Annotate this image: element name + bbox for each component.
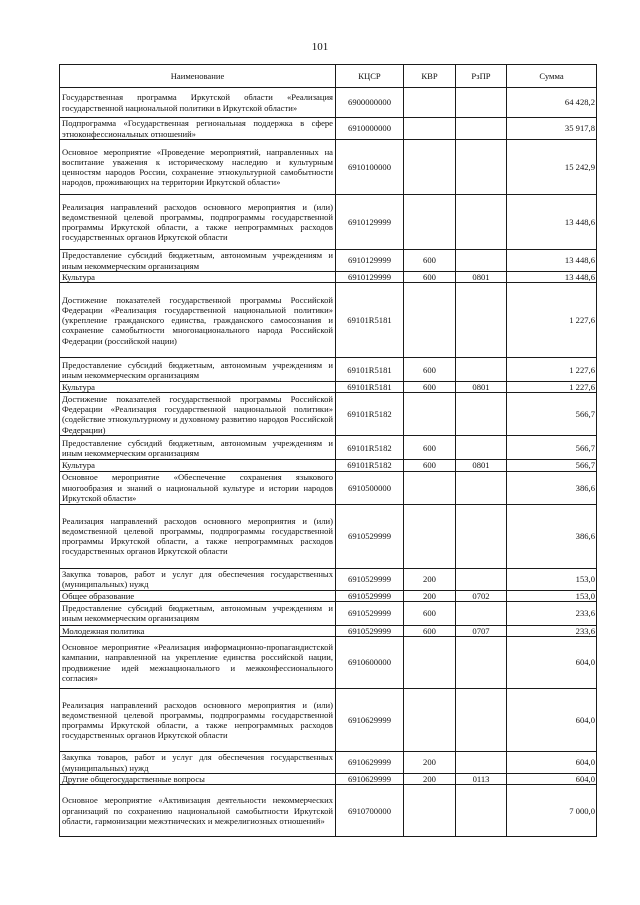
- row-kcsr: 69101R5182: [336, 436, 404, 460]
- row-kvr: [404, 283, 456, 358]
- row-sum: 1 227,6: [507, 283, 597, 358]
- table-row: [60, 88, 597, 118]
- header-kcsr: КЦСР: [336, 65, 404, 88]
- row-kvr: 600: [404, 460, 456, 471]
- row-name: Предоставление субсидий бюджетным, автономным учреждениям и иным некоммерческим организациям: [60, 358, 336, 382]
- table-row: [60, 140, 597, 195]
- row-kcsr: 6900000000: [336, 88, 404, 118]
- header-sum: Сумма: [507, 65, 597, 88]
- row-kvr: [404, 195, 456, 250]
- row-rzpr: [456, 195, 507, 250]
- row-rzpr: [456, 250, 507, 272]
- row-kvr: 200: [404, 590, 456, 601]
- row-sum: 1 227,6: [507, 358, 597, 382]
- row-kvr: [404, 88, 456, 118]
- row-rzpr: [456, 785, 507, 837]
- row-kcsr: 6910629999: [336, 689, 404, 752]
- row-name: Достижение показателей государственной программы Российской Федерации «Реализация государственной национальной политики» (укрепление гражданского единства, гражданского самосознания и сохранение самобытности многонациональн​ого народа Российской Федерации (российской нации): [60, 283, 336, 358]
- row-rzpr: [456, 436, 507, 460]
- table-row: [60, 436, 597, 460]
- page-number: 101: [311, 41, 329, 53]
- row-kvr: 600: [404, 358, 456, 382]
- row-name: Закупка товаров, работ и услуг для обеспечения государственных (муниципальных) нужд: [60, 568, 336, 590]
- row-rzpr: 0801: [456, 272, 507, 283]
- row-sum: 13 448,6: [507, 272, 597, 283]
- table-row: [60, 382, 597, 393]
- table-row: [60, 118, 597, 140]
- row-rzpr: [456, 140, 507, 195]
- row-kvr: [404, 504, 456, 568]
- row-kcsr: 6910529999: [336, 568, 404, 590]
- row-name: Основное мероприятие «Обеспечение сохранения языкового многообразия и знаний о национальной культуре и истории народов Иркутской области»: [60, 471, 336, 504]
- row-kcsr: 69101R5181: [336, 358, 404, 382]
- row-name: Государственная программа Иркутской области «Реализация государственной национальной политики в Иркутской области»: [60, 88, 336, 118]
- row-sum: 566,7: [507, 436, 597, 460]
- row-kvr: 600: [404, 272, 456, 283]
- row-rzpr: [456, 637, 507, 689]
- row-kvr: 200: [404, 568, 456, 590]
- row-sum: 13 448,6: [507, 195, 597, 250]
- row-sum: 13 448,6: [507, 250, 597, 272]
- row-name: Основное мероприятие «Активизация деятельности некоммерческих организаций по сохранению национальной самобытности Иркутской области, гармонизации межэтнических и межрелигиозных отношений»: [60, 785, 336, 837]
- row-kcsr: 6910129999: [336, 272, 404, 283]
- row-name: Другие общегосударственные вопросы: [60, 774, 336, 785]
- row-kvr: [404, 393, 456, 436]
- row-kcsr: 6910529999: [336, 504, 404, 568]
- row-rzpr: 0113: [456, 774, 507, 785]
- row-name: Культура: [60, 382, 336, 393]
- row-kvr: 600: [404, 601, 456, 625]
- row-rzpr: [456, 568, 507, 590]
- row-kcsr: 6910629999: [336, 774, 404, 785]
- row-name: Культура: [60, 460, 336, 471]
- row-rzpr: 0801: [456, 382, 507, 393]
- row-sum: 604,0: [507, 774, 597, 785]
- row-sum: 566,7: [507, 460, 597, 471]
- table-row: [60, 637, 597, 689]
- row-name: Реализация направлений расходов основного мероприятия и (или) ведомственной целевой программы, подпрограммы государственной программы Иркутской области, а также непрограммных расходов государственных органов Иркутской области: [60, 504, 336, 568]
- row-rzpr: [456, 504, 507, 568]
- table-row: [60, 590, 597, 601]
- row-kcsr: 6910600000: [336, 637, 404, 689]
- row-sum: 566,7: [507, 393, 597, 436]
- row-kcsr: 69101R5181: [336, 382, 404, 393]
- table-row: [60, 195, 597, 250]
- row-kvr: [404, 785, 456, 837]
- row-rzpr: 0801: [456, 460, 507, 471]
- row-kvr: 600: [404, 625, 456, 636]
- row-kvr: [404, 471, 456, 504]
- row-kcsr: 6910100000: [336, 140, 404, 195]
- row-kvr: [404, 140, 456, 195]
- row-name: Предоставление субсидий бюджетным, автономным учреждениям и иным некоммерческим организациям: [60, 436, 336, 460]
- table-row: [60, 601, 597, 625]
- row-kvr: 600: [404, 250, 456, 272]
- table-row: [60, 625, 597, 636]
- row-sum: 386,6: [507, 471, 597, 504]
- row-rzpr: [456, 88, 507, 118]
- row-kcsr: 6910500000: [336, 471, 404, 504]
- row-sum: 1 227,6: [507, 382, 597, 393]
- row-name: Основное мероприятие «Реализация информационно-пропагандистской кампании, направленной на укрепление единства российской нации, продвижение идей межнационального и межконфессионального согласия»: [60, 637, 336, 689]
- table-row: [60, 774, 597, 785]
- row-kvr: 600: [404, 382, 456, 393]
- row-name: Культура: [60, 272, 336, 283]
- row-sum: 604,0: [507, 689, 597, 752]
- row-kvr: 600: [404, 436, 456, 460]
- row-kcsr: 6910129999: [336, 250, 404, 272]
- row-name: Предоставление субсидий бюджетным, автономным учреждениям и иным некоммерческим организациям: [60, 601, 336, 625]
- table-row: [60, 568, 597, 590]
- row-name: Реализация направлений расходов основного мероприятия и (или) ведомственной целевой программы, подпрограммы государственной программы Иркутской области, а также непрограммных расходов государственных органов Иркутской области: [60, 195, 336, 250]
- table-row: [60, 471, 597, 504]
- header-kvr: КВР: [404, 65, 456, 88]
- table-row: [60, 250, 597, 272]
- row-kcsr: 6910000000: [336, 118, 404, 140]
- table-row: [60, 272, 597, 283]
- row-name: Предоставление субсидий бюджетным, автономным учреждениям и иным некоммерческим организациям: [60, 250, 336, 272]
- row-kcsr: 69101R5182: [336, 460, 404, 471]
- table-row: [60, 785, 597, 837]
- row-rzpr: [456, 752, 507, 774]
- row-sum: 153,0: [507, 568, 597, 590]
- row-rzpr: 0707: [456, 625, 507, 636]
- row-kcsr: 6910129999: [336, 195, 404, 250]
- row-kvr: 200: [404, 752, 456, 774]
- row-rzpr: [456, 601, 507, 625]
- row-kcsr: 6910529999: [336, 590, 404, 601]
- row-kvr: [404, 689, 456, 752]
- row-sum: 604,0: [507, 637, 597, 689]
- table-row: [60, 460, 597, 471]
- row-sum: 64 428,2: [507, 88, 597, 118]
- row-name: Молодежная политика: [60, 625, 336, 636]
- table-row: [60, 283, 597, 358]
- header-name: Наименование: [60, 65, 336, 88]
- row-rzpr: [456, 118, 507, 140]
- row-sum: 233,6: [507, 625, 597, 636]
- table-row: [60, 393, 597, 436]
- row-kcsr: 69101R5181: [336, 283, 404, 358]
- row-name: Закупка товаров, работ и услуг для обеспечения государственных (муниципальных) нужд: [60, 752, 336, 774]
- row-sum: 15 242,9: [507, 140, 597, 195]
- row-rzpr: [456, 689, 507, 752]
- row-kcsr: 69101R5182: [336, 393, 404, 436]
- row-rzpr: 0702: [456, 590, 507, 601]
- row-name: Основное мероприятие «Проведение мероприятий, направленных на воспитание уважения к историческому наследию и культурным ценностям народов России, сохранение этнокультурной самобытности народов, проживающих на территории Иркутской области»: [60, 140, 336, 195]
- row-sum: 7 000,0: [507, 785, 597, 837]
- table-row: [60, 504, 597, 568]
- row-kcsr: 6910700000: [336, 785, 404, 837]
- row-rzpr: [456, 358, 507, 382]
- row-name: Общее образование: [60, 590, 336, 601]
- header-rzpr: РзПР: [456, 65, 507, 88]
- row-kcsr: 6910529999: [336, 625, 404, 636]
- row-sum: 233,6: [507, 601, 597, 625]
- row-sum: 35 917,8: [507, 118, 597, 140]
- row-name: Подпрограмма «Государственная региональная поддержка в сфере этноконфессиональных отношений»: [60, 118, 336, 140]
- row-rzpr: [456, 393, 507, 436]
- row-rzpr: [456, 283, 507, 358]
- row-rzpr: [456, 471, 507, 504]
- table-row: [60, 689, 597, 752]
- row-kcsr: 6910629999: [336, 752, 404, 774]
- row-kvr: 200: [404, 774, 456, 785]
- table-row: [60, 358, 597, 382]
- row-name: Достижение показателей государственной программы Российской Федерации «Реализация государственной национальной политики» (содействие этнокультурному и духовному развитию народов Российской Федерации): [60, 393, 336, 436]
- row-sum: 386,6: [507, 504, 597, 568]
- row-kcsr: 6910529999: [336, 601, 404, 625]
- row-name: Реализация направлений расходов основного мероприятия и (или) ведомственной целевой программы, подпрограммы государственной программы Иркутской области, а также непрограммных расходов государственных органов Иркутской области: [60, 689, 336, 752]
- table-row: [60, 752, 597, 774]
- row-sum: 153,0: [507, 590, 597, 601]
- table-header-row: [60, 65, 597, 88]
- row-sum: 604,0: [507, 752, 597, 774]
- row-kvr: [404, 118, 456, 140]
- budget-table: [59, 64, 597, 837]
- row-kvr: [404, 637, 456, 689]
